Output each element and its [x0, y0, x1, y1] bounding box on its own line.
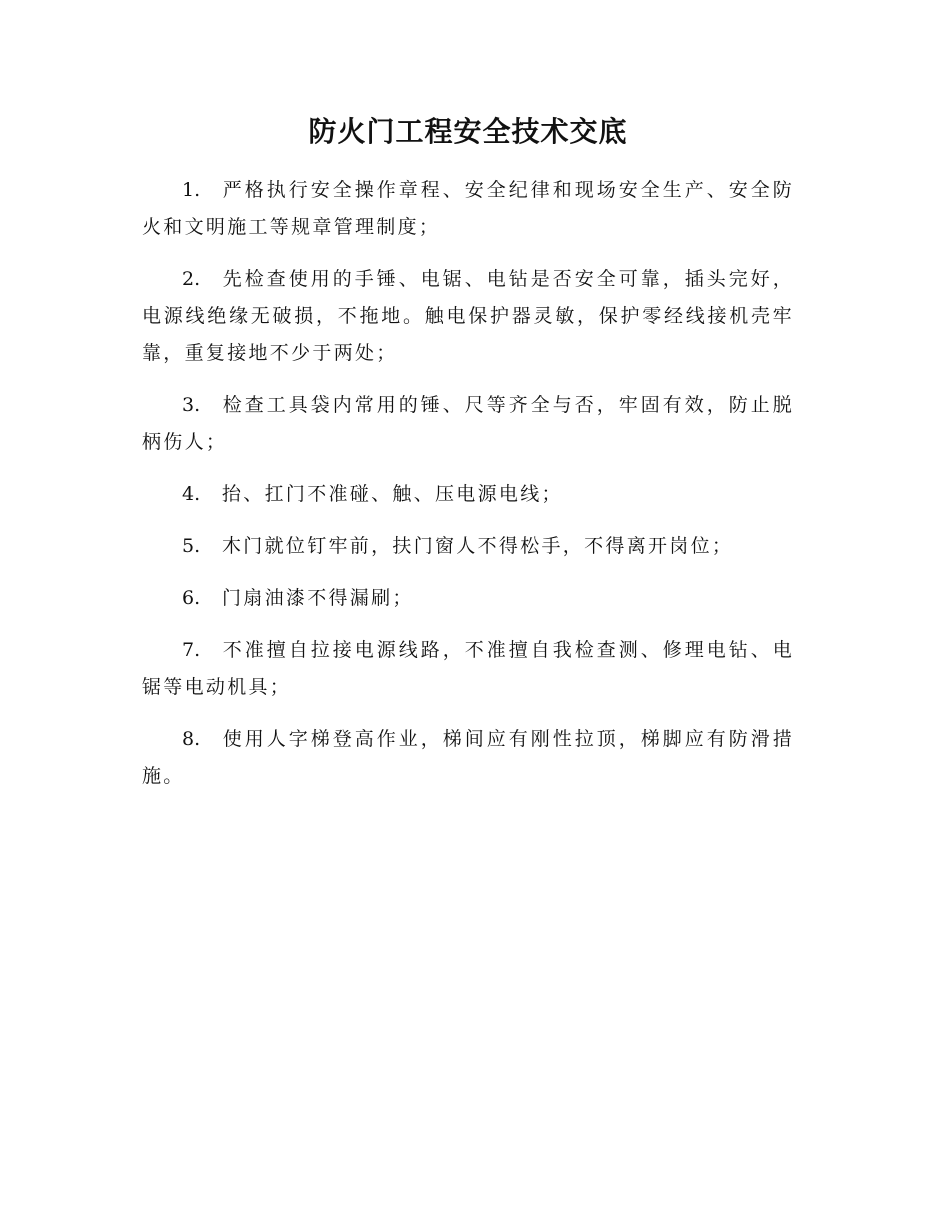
- item-number: 6.: [182, 587, 201, 609]
- item-number: 4.: [182, 483, 201, 505]
- item-text: 使用人字梯登高作业，梯间应有刚性拉顶，梯脚应有防滑措施。: [142, 728, 794, 787]
- list-item: [142, 528, 794, 565]
- item-text: 先检查使用的手锤、电锯、电钻是否安全可靠，插头完好，电源线绝缘无破损，不拖地。触电保护器灵敏，保护零经线接机壳牢靠，重复接地不少于两处；: [142, 268, 794, 364]
- list-item: [142, 580, 794, 617]
- list-item: [142, 172, 794, 246]
- item-number: 3.: [182, 394, 201, 416]
- list-item: [142, 387, 794, 461]
- item-text: 木门就位钉牢前，扶门窗人不得松手，不得离开岗位；: [222, 535, 734, 557]
- item-number: 8.: [182, 728, 201, 750]
- item-number: 1.: [182, 179, 201, 201]
- item-number: 7.: [182, 639, 201, 661]
- item-text: 抬、扛门不准碰、触、压电源电线；: [222, 483, 563, 505]
- list-item: [142, 476, 794, 513]
- item-text: 不准擅自拉接电源线路，不准擅自我检查测、修理电钻、电锯等电动机具；: [142, 639, 794, 698]
- list-item: [142, 261, 794, 372]
- item-text: 严格执行安全操作章程、安全纪律和现场安全生产、安全防火和文明施工等规章管理制度；: [142, 179, 794, 238]
- item-number: 2.: [182, 268, 201, 290]
- item-text: 检查工具袋内常用的锤、尺等齐全与否，牢固有效，防止脱柄伤人；: [142, 394, 794, 453]
- item-text: 门扇油漆不得漏刷；: [222, 587, 414, 609]
- item-number: 5.: [182, 535, 201, 557]
- document-title: 防火门工程安全技术交底: [308, 115, 628, 148]
- document-page: [142, 110, 794, 810]
- list-item: [142, 632, 794, 706]
- list-item: [142, 721, 794, 795]
